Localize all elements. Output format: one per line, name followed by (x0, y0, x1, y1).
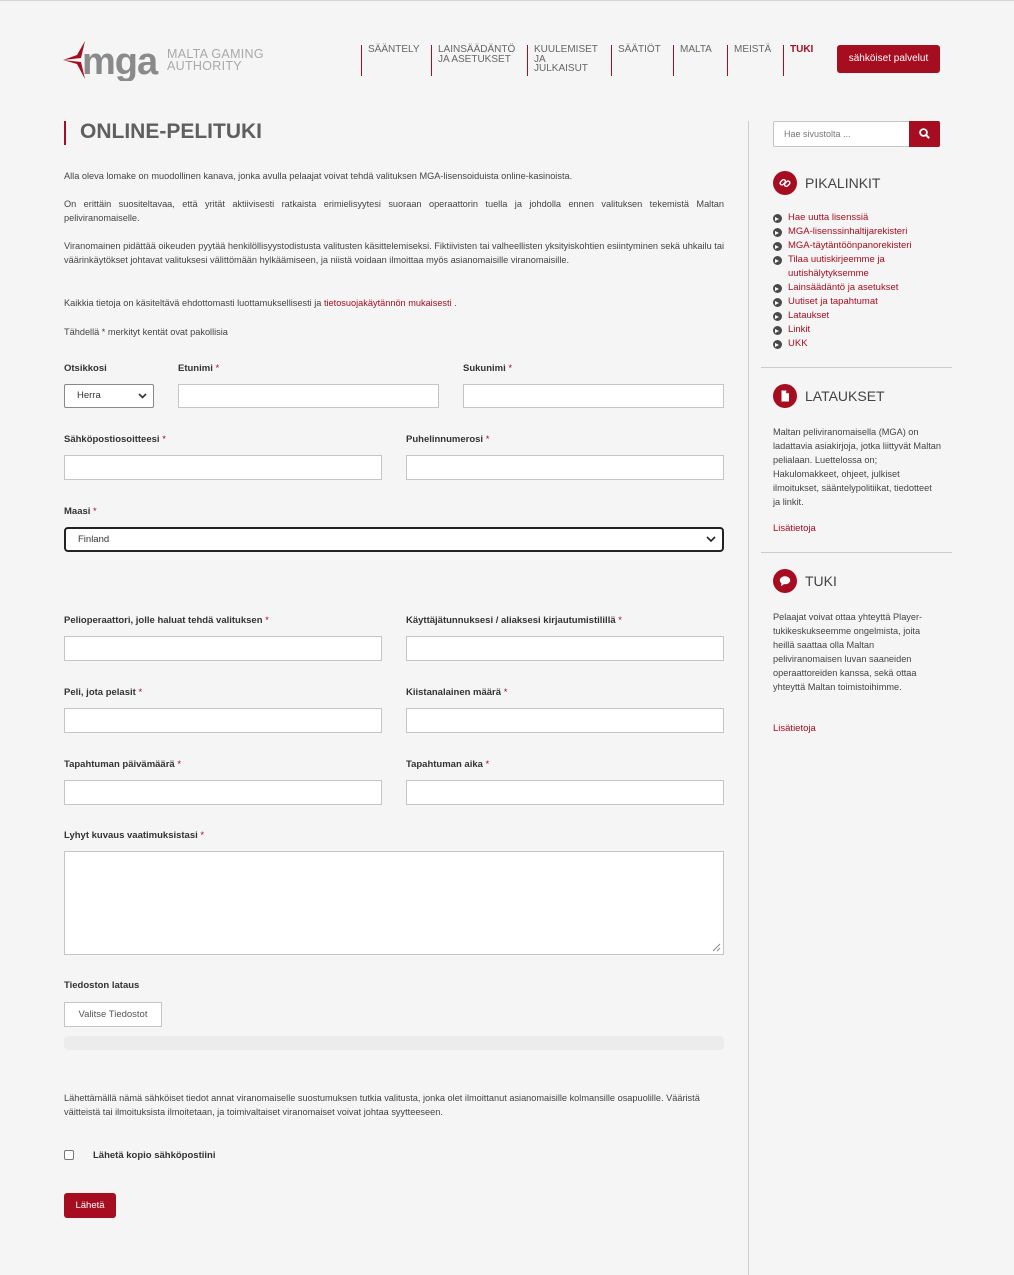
privacy-paragraph (64, 296, 724, 310)
game-input[interactable] (64, 708, 382, 733)
quicklink-item[interactable] (773, 225, 943, 239)
game-label (64, 687, 142, 698)
chat-bubble-icon (779, 575, 791, 587)
nav-item-meista[interactable]: MEISTÄ (727, 45, 771, 76)
logo-word: mga (82, 41, 158, 81)
time-label (406, 759, 489, 770)
email-label-text: Sähköpostiosoitteesi (64, 434, 160, 445)
required-mark: * (138, 687, 143, 698)
quicklink-label: Hae uutta lisenssiä (788, 212, 869, 223)
document-icon (779, 390, 791, 402)
intro-paragraph: Viranomainen pidättää oikeuden pyytää henkilöllisyystodistusta valitusten käsittelemiseksi. Fiktiivisten tai valheellisten yksityiskohtien esiintyminen sekä uhkailu tai väärinkäytökset johtavat valituksesi välittömään hylkäämiseen, ja niistä voidaan ilmoittaa myös asianomaisille viranomaisille. (64, 241, 724, 265)
quicklinks-badge (773, 171, 797, 195)
description-textarea[interactable] (64, 851, 724, 955)
quicklink-label: Tilaa uutiskirjeemme ja uutishälytyksemme (788, 254, 885, 279)
chevron-right-icon (773, 228, 782, 237)
firstname-label-text: Etunimi (178, 363, 213, 374)
required-mark: * (508, 363, 513, 374)
search-button[interactable] (909, 121, 940, 147)
quicklink-item[interactable] (773, 281, 943, 295)
chevron-down-icon (138, 385, 147, 407)
quicklink-label: UKK (788, 338, 808, 349)
downloads-text: Maltan peliviranomaisella (MGA) on ladattavia asiakirjoja, jotka liittyvät Maltan pelialaan. Luettelossa on; Hakulomakkeet, ohjeet, julkiset ilmoitukset, sääntelypolitiikat, tiedotteet ja linkit. (773, 427, 942, 507)
quicklink-label: Lataukset (788, 310, 830, 321)
support-badge (773, 569, 797, 593)
lastname-label-text: Sukunimi (463, 363, 506, 374)
title-label-text: Otsikkosi (64, 363, 107, 374)
required-mark: * (177, 759, 182, 770)
chevron-right-icon (773, 214, 782, 223)
amount-label-text: Kiistanalainen määrä (406, 687, 502, 698)
amount-input[interactable] (406, 708, 724, 733)
send-copy-checkbox[interactable] (64, 1150, 74, 1160)
amount-label (406, 687, 507, 698)
title-select[interactable] (64, 384, 154, 408)
chevron-right-icon (773, 298, 782, 307)
support-text: Pelaajat voivat ottaa yhteyttä Player-tukikeskukseemme ongelmista, joita heillä saattaa olla Maltan peliviranomaisen luvan saaneiden operaattoreiden kanssa, sekä ottaa yhteyttä Maltan toimistoihimme. (773, 612, 923, 692)
game-label-text: Peli, jota pelasit (64, 687, 136, 698)
time-label-text: Tapahtuman aika (406, 759, 483, 770)
chevron-right-icon (773, 284, 782, 293)
required-mark: * (162, 434, 166, 445)
chevron-right-icon (773, 340, 782, 349)
support-title: TUKI (805, 573, 837, 589)
description-label (64, 830, 204, 841)
privacy-prefix: Kaikkia tietoja on käsiteltävä ehdottomasti luottamuksellisesti ja (64, 298, 324, 308)
phone-label-text: Puhelinnumerosi (406, 434, 484, 445)
consent-text: Lähettämällä nämä sähköiset tiedot annat viranomaiselle suostumuksen tutkia valitusta, jonka olet ilmoittanut asianomaisille kolmansille osapuolille. Vääristä väitteistä tai ilmoituksista ilmoitetaan, ja toimivaltaiset viranomaiset voivat johtaa syytteeseen. (64, 1093, 700, 1117)
downloads-badge (773, 384, 797, 408)
sidebar-divider (748, 121, 749, 1275)
nav-item-saatiot[interactable]: SÄÄTIÖT (611, 45, 661, 76)
required-note: Tähdellä * merkityt kentät ovat pakollisia (64, 327, 228, 337)
quicklinks-list (773, 211, 943, 351)
phone-label (406, 434, 489, 445)
quicklink-item[interactable] (773, 211, 943, 225)
country-label-text: Maasi (64, 506, 91, 517)
firstname-input[interactable] (178, 384, 439, 408)
site-search-input[interactable]: Hae sivustolta ... (773, 121, 910, 147)
chevron-right-icon (773, 312, 782, 321)
email-label (64, 434, 166, 445)
chevron-right-icon (773, 242, 782, 251)
chevron-right-icon (773, 256, 782, 265)
quicklinks-title: PIKALINKIT (805, 175, 881, 191)
quicklink-item[interactable] (773, 337, 943, 351)
choose-files-button[interactable]: Valitse Tiedostot (64, 1002, 162, 1027)
country-select[interactable] (64, 527, 724, 552)
mga-logo[interactable] (63, 39, 273, 83)
chevron-down-icon (706, 529, 716, 550)
upload-label-text: Tiedoston lataus (64, 980, 140, 991)
intro-paragraph: On erittäin suositeltavaa, että yrität aktiivisesti ratkaista erimielisyytesi suoraan operaattorin tuella ja johdolla ennen valituksen tekemistä Maltan peliviranomaiselle. (64, 199, 724, 223)
mga-logo-mark (63, 41, 167, 81)
privacy-suffix: . (451, 298, 457, 308)
support-more-link[interactable]: Lisätietoja (773, 723, 816, 734)
quicklink-item[interactable] (773, 295, 943, 309)
nav-item-lainsaadanto[interactable]: LAINSÄÄDÄNTÖ JA ASETUKSET (431, 45, 515, 76)
username-input[interactable] (406, 636, 724, 661)
quicklink-label: Uutiset ja tapahtumat (788, 296, 878, 307)
lastname-input[interactable] (463, 384, 724, 408)
logo-line-1: MALTA GAMING (167, 47, 264, 61)
required-mark: * (503, 687, 508, 698)
country-select-value: Finland (78, 534, 110, 545)
intro-paragraph: Alla oleva lomake on muodollinen kanava, jonka avulla pelaajat voivat tehdä valituksen MGA-lisensoiduista online-kasinoista. (64, 171, 573, 181)
eservices-button[interactable]: sähköiset palvelut (837, 45, 940, 73)
quicklink-label: MGA-täytäntöönpanorekisteri (788, 240, 912, 251)
quicklink-label: Linkit (788, 324, 811, 335)
required-mark: * (485, 434, 490, 445)
upload-label (64, 980, 139, 991)
send-copy-label: Lähetä kopio sähköpostiini (93, 1150, 216, 1161)
operator-input[interactable] (64, 636, 382, 661)
quicklink-item[interactable] (773, 309, 943, 323)
email-input[interactable] (64, 455, 382, 480)
chevron-right-icon (773, 326, 782, 335)
sidebar-separator (761, 552, 952, 553)
search-icon (919, 128, 930, 139)
submit-button[interactable]: Lähetä (64, 1193, 116, 1218)
quicklink-item[interactable] (773, 323, 943, 337)
operator-label (64, 615, 269, 626)
quicklink-item[interactable] (773, 253, 943, 281)
title-label (64, 363, 107, 374)
date-input[interactable] (64, 780, 382, 805)
privacy-policy-link[interactable]: tietosuojakäytännön mukaisesti (323, 298, 452, 308)
username-label (406, 615, 622, 626)
nav-item-tuki[interactable]: TUKI (783, 45, 813, 76)
nav-item-kuulemiset[interactable]: KUULEMISET JA JULKAISUT (527, 45, 598, 76)
required-mark: * (485, 759, 490, 770)
top-border (0, 0, 1014, 1)
date-label (64, 759, 181, 770)
required-mark: * (93, 506, 97, 517)
resize-grip-icon[interactable] (712, 943, 721, 952)
quicklink-label: Lainsäädäntö ja asetukset (788, 282, 899, 293)
downloads-title: LATAUKSET (805, 388, 885, 404)
operator-label-text: Pelioperaattori, jolle haluat tehdä valituksen (64, 615, 263, 626)
upload-progress-bar (64, 1036, 724, 1050)
link-icon (779, 177, 791, 189)
downloads-more-link[interactable]: Lisätietoja (773, 523, 816, 534)
sidebar-separator (761, 367, 952, 368)
quicklink-label: MGA-lisenssinhaltijarekisteri (788, 226, 908, 237)
nav-item-malta[interactable]: MALTA (673, 45, 712, 76)
phone-input[interactable] (406, 455, 724, 480)
required-mark: * (200, 830, 205, 841)
description-label-text: Lyhyt kuvaus vaatimuksistasi (64, 830, 198, 841)
logo-line-2: AUTHORITY (167, 59, 242, 73)
quicklink-item[interactable] (773, 239, 943, 253)
title-select-value: Herra (77, 390, 101, 401)
required-mark: * (215, 363, 220, 374)
nav-item-saantely[interactable]: SÄÄNTELY (361, 45, 420, 76)
country-label (64, 506, 97, 517)
page-title: ONLINE-PELITUKI (64, 121, 262, 145)
date-label-text: Tapahtuman päivämäärä (64, 759, 175, 770)
logo-text (167, 48, 264, 72)
time-input[interactable] (406, 780, 724, 805)
username-label-text: Käyttäjätunnuksesi / aliaksesi kirjautumistilillä (406, 615, 616, 626)
lastname-label (463, 363, 512, 374)
firstname-label (178, 363, 219, 374)
required-mark: * (265, 615, 269, 626)
required-mark: * (618, 615, 622, 626)
